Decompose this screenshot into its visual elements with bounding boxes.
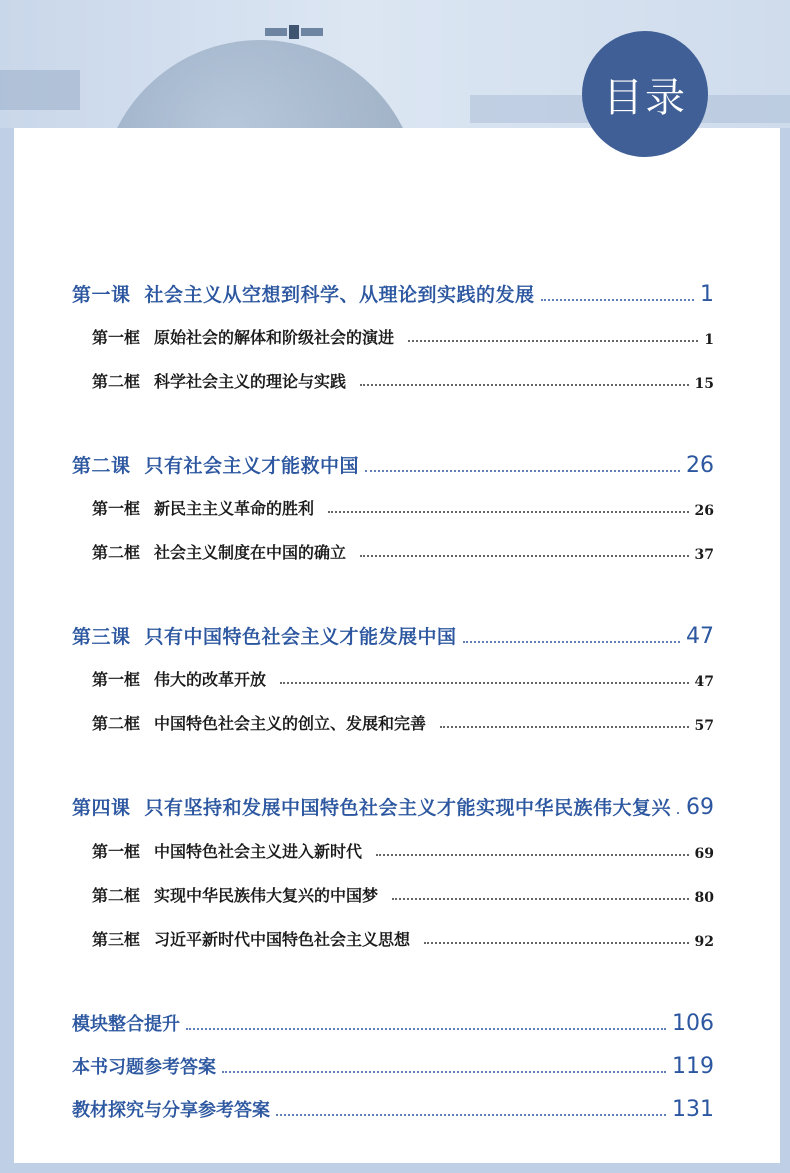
leader-dots — [376, 854, 688, 856]
section-title-line — [92, 667, 266, 690]
lesson-number: 第一课 — [72, 284, 131, 306]
lesson-page: 26 — [686, 453, 714, 478]
leader-dots — [186, 1028, 666, 1030]
lesson-title-line — [72, 451, 359, 478]
section-title: 原始社会的解体和阶级社会的演进 — [154, 328, 395, 347]
lesson-page: 1 — [700, 282, 714, 307]
lesson-title: 社会主义从空想到科学、从理论到实践的发展 — [144, 284, 535, 306]
section-page: 92 — [694, 934, 714, 950]
lesson-number: 第三课 — [72, 626, 131, 648]
section-page: 37 — [694, 547, 714, 563]
leader-dots — [328, 511, 688, 513]
toc-lesson-1[interactable] — [0, 277, 790, 307]
leader-dots — [392, 898, 688, 900]
section-title: 实现中华民族伟大复兴的中国梦 — [154, 886, 379, 905]
toc-section-2-2[interactable] — [0, 533, 790, 563]
section-number: 第三框 — [92, 930, 141, 949]
extra-title: 教材探究与分享参考答案 — [72, 1100, 270, 1121]
section-page: 69 — [694, 846, 714, 862]
leader-dots — [463, 641, 680, 643]
lesson-title-line — [72, 793, 671, 820]
section-page: 15 — [694, 376, 714, 392]
section-number: 第二框 — [92, 543, 141, 562]
lesson-title: 只有社会主义才能救中国 — [144, 455, 360, 477]
toc-section-1-2[interactable] — [0, 362, 790, 392]
lesson-page: 47 — [686, 624, 714, 649]
section-title: 中国特色社会主义的创立、发展和完善 — [154, 714, 427, 733]
leader-dots — [360, 384, 688, 386]
toc-badge: 目录 — [582, 31, 708, 157]
section-number: 第二框 — [92, 714, 141, 733]
section-page: 57 — [694, 718, 714, 734]
section-title-line — [92, 839, 362, 862]
section-page: 47 — [694, 674, 714, 690]
toc-section-3-2[interactable] — [0, 704, 790, 734]
toc-section-3-1[interactable] — [0, 660, 790, 690]
section-title: 新民主主义革命的胜利 — [154, 499, 315, 518]
leader-dots — [541, 299, 694, 301]
leader-dots — [677, 812, 680, 814]
lesson-title-line — [72, 280, 535, 307]
leader-dots — [365, 470, 680, 472]
section-number: 第二框 — [92, 372, 141, 391]
extra-page: 119 — [672, 1054, 714, 1079]
section-title: 习近平新时代中国特色社会主义思想 — [154, 930, 411, 949]
section-number: 第一框 — [92, 670, 141, 689]
section-title: 科学社会主义的理论与实践 — [154, 372, 347, 391]
toc-lesson-2[interactable] — [0, 448, 790, 478]
extra-page: 131 — [672, 1097, 714, 1122]
section-title-line — [92, 927, 410, 950]
lesson-number: 第四课 — [72, 797, 131, 819]
section-number: 第二框 — [92, 886, 141, 905]
section-number: 第一框 — [92, 499, 141, 518]
toc-extra-1[interactable] — [0, 1006, 790, 1036]
leader-dots — [424, 942, 688, 944]
section-page: 80 — [694, 890, 714, 906]
section-title: 社会主义制度在中国的确立 — [154, 543, 347, 562]
satellite-icon — [265, 20, 325, 44]
section-title-line — [92, 711, 426, 734]
toc-section-1-1[interactable] — [0, 318, 790, 348]
lesson-title-line — [72, 622, 457, 649]
toc-section-4-1[interactable] — [0, 832, 790, 862]
section-page: 26 — [694, 503, 714, 519]
toc-lesson-3[interactable] — [0, 619, 790, 649]
section-title: 伟大的改革开放 — [154, 670, 267, 689]
leader-dots — [276, 1114, 666, 1116]
toc-section-4-3[interactable] — [0, 920, 790, 950]
lesson-title: 只有中国特色社会主义才能发展中国 — [144, 626, 457, 648]
lesson-page: 69 — [686, 795, 714, 820]
leader-dots — [360, 555, 688, 557]
extra-title: 本书习题参考答案 — [72, 1057, 216, 1078]
toc-extra-2[interactable] — [0, 1049, 790, 1079]
section-title-line — [92, 540, 346, 563]
section-page: 1 — [704, 332, 714, 348]
header-decoration — [0, 70, 80, 110]
globe-image — [100, 40, 420, 128]
section-number: 第一框 — [92, 328, 141, 347]
leader-dots — [440, 726, 688, 728]
toc-section-2-1[interactable] — [0, 489, 790, 519]
extra-title: 模块整合提升 — [72, 1014, 180, 1035]
leader-dots — [280, 682, 688, 684]
section-title-line — [92, 325, 394, 348]
section-title: 中国特色社会主义进入新时代 — [154, 842, 363, 861]
leader-dots — [222, 1071, 666, 1073]
section-title-line — [92, 369, 346, 392]
section-title-line — [92, 883, 378, 906]
lesson-title: 只有坚持和发展中国特色社会主义才能实现中华民族伟大复兴 — [144, 797, 672, 819]
toc-lesson-4[interactable] — [0, 790, 790, 820]
extra-page: 106 — [672, 1011, 714, 1036]
toc-section-4-2[interactable] — [0, 876, 790, 906]
lesson-number: 第二课 — [72, 455, 131, 477]
section-number: 第一框 — [92, 842, 141, 861]
section-title-line — [92, 496, 314, 519]
leader-dots — [408, 340, 698, 342]
toc-extra-3[interactable] — [0, 1092, 790, 1122]
